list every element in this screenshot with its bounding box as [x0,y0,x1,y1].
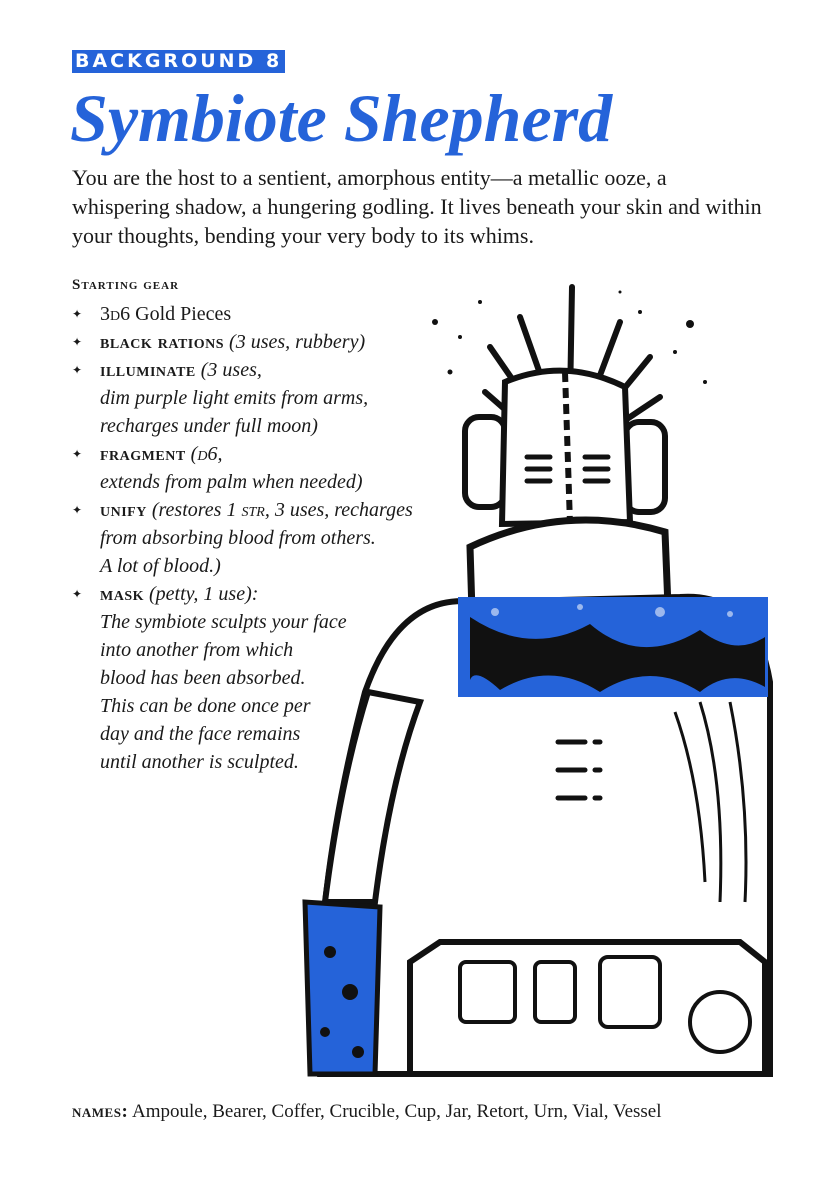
mask-description-line: The symbiote sculpts your face [100,611,347,633]
helmet [465,371,665,524]
bullet-icon: ✦ [72,335,83,349]
names-values: Ampoule, Bearer, Coffer, Crucible, Cup, Jar, Retort, Urn, Vial, Vessel [128,1101,662,1122]
starting-gear-list [72,300,452,776]
mask-description-line: day and the face remains [100,723,301,745]
gear-item-name: black rations [100,331,225,353]
gear-item-detail: ( [185,443,198,465]
gear-item-fragment [72,440,452,496]
gear-item-mask [72,580,452,776]
gold-label: Gold Pieces [130,303,232,325]
mask-description-line: blood has been absorbed. [100,667,306,689]
gear-item-name: unify [100,499,147,521]
gear-item-name: mask [100,583,144,605]
gold-dice-count: 3 [100,303,110,325]
gear-item-detail: , [217,443,223,465]
gear-item-name: fragment [100,443,186,465]
left-gauntlet-symbiote [305,902,380,1074]
gold-dice-type: d6 [110,303,131,325]
names-label: names: [72,1101,129,1122]
gear-item-dice: d6 [197,443,218,465]
gear-item-detail: , 3 uses, recharges [264,499,413,521]
bullet-icon: ✦ [72,363,83,377]
background-number-tag: BACKGROUND 8 [72,50,285,73]
bullet-icon: ✦ [72,307,83,321]
gear-item-detail: (3 uses, rubbery) [224,331,366,353]
bullet-icon: ✦ [72,503,83,517]
gear-item-detail: extends from palm when needed) [100,471,363,493]
gear-item-gold [72,300,452,328]
gear-item-detail: A lot of blood.) [100,555,221,577]
gear-item-black-rations [72,328,452,356]
gear-item-detail: from absorbing blood from others. [100,527,376,549]
mask-description-line: This can be done once per [100,695,311,717]
page-title: Symbiote Shepherd [70,80,613,156]
gear-item-stat: str [241,499,265,521]
gear-item-detail: (petty, 1 use): [144,583,259,605]
gear-item-unify [72,496,452,580]
gear-item-name: illuminate [100,359,196,381]
starting-gear-heading: Starting gear [72,277,180,293]
gear-item-detail: (restores 1 [146,499,242,521]
gear-item-detail: dim purple light emits from arms, [100,387,369,409]
gear-item-detail: (3 uses, [195,359,262,381]
names-line [72,1098,792,1126]
bullet-icon: ✦ [72,447,83,461]
intro-paragraph: You are the host to a sentient, amorphous entity—a metallic ooze, a whispering shadow, a hungering godling. It lives beneath your skin and within your thoughts, bending your very body to its whims. [72,165,762,248]
bullet-icon: ✦ [72,587,83,601]
mask-description-line: until another is sculpted. [100,751,299,773]
gear-item-detail: recharges under full moon) [100,415,318,437]
mask-description-line: into another from which [100,639,294,661]
gear-item-illuminate [72,356,452,440]
